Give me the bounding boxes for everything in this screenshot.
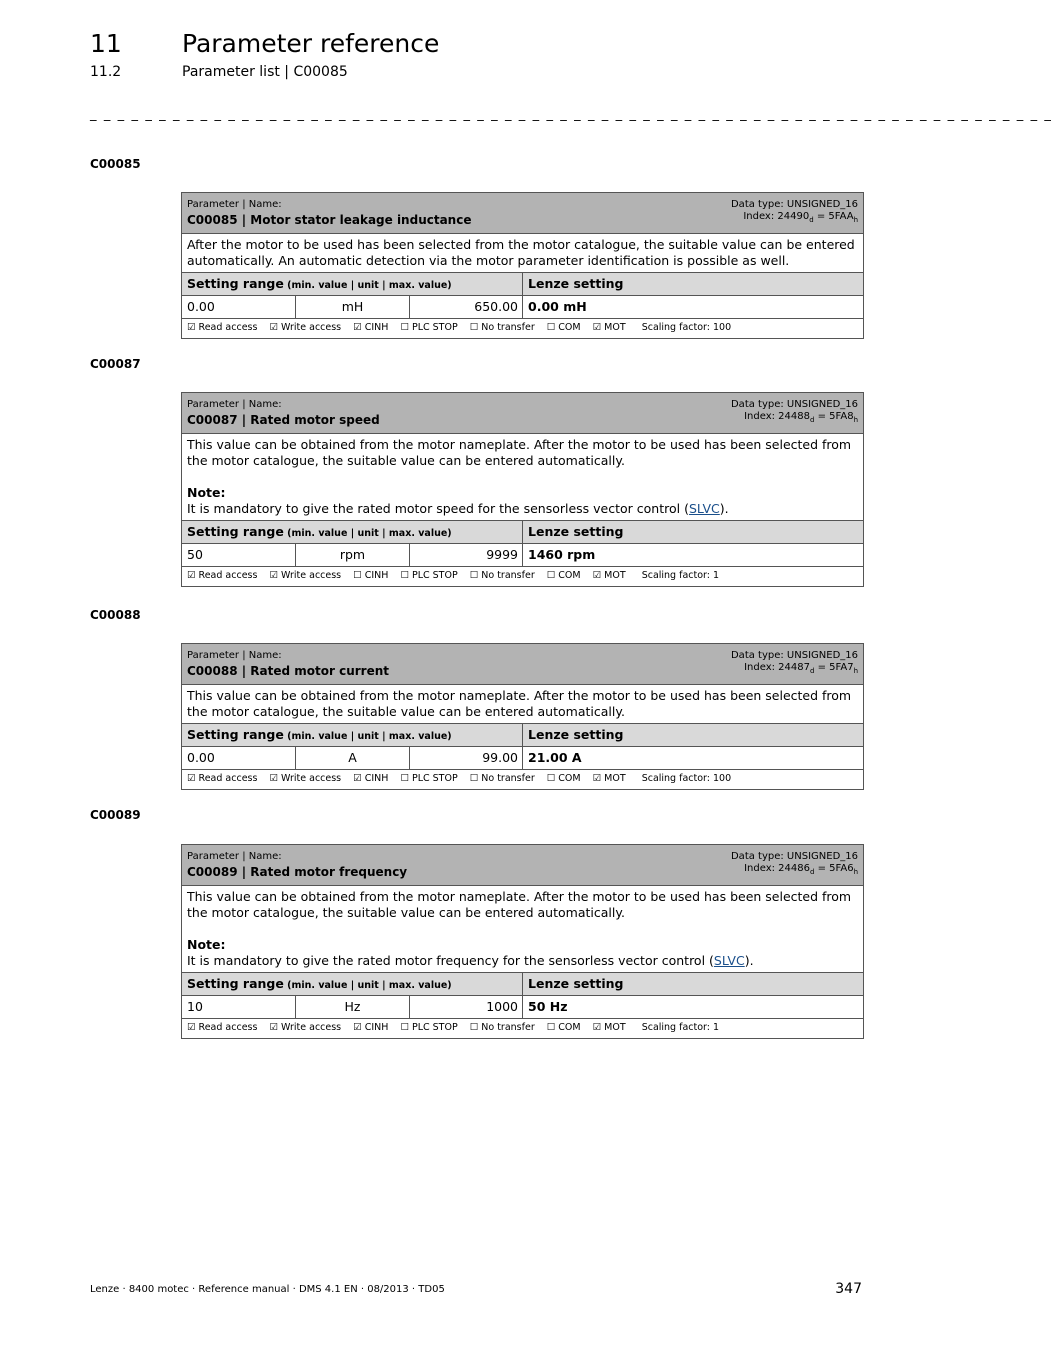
flag-mot: ☑ MOT xyxy=(592,322,626,333)
flag-read-access: ☑ Read access xyxy=(187,570,258,581)
section-title: Parameter list | C00085 xyxy=(182,64,348,80)
description-text: This value can be obtained from the motor nameplate. After the motor to be used has been selected from the motor catalogue, the suitable value can be entered automatically. xyxy=(187,437,852,468)
scaling-factor: Scaling factor: 1 xyxy=(641,1022,720,1033)
flag-read-access: ☑ Read access xyxy=(187,1022,258,1033)
param-description xyxy=(182,685,863,724)
param-heading: C00085 xyxy=(90,157,141,171)
access-flags xyxy=(182,319,863,338)
param-name-label: Parameter | Name: xyxy=(187,650,282,661)
param-description xyxy=(182,886,863,973)
setting-range-label: Setting range (min. value | unit | max. value) xyxy=(182,724,523,746)
param-heading: C00088 xyxy=(90,608,141,622)
unit: Hz xyxy=(296,996,410,1018)
scaling-factor: Scaling factor: 100 xyxy=(641,773,732,784)
page-number: 347 xyxy=(835,1281,862,1297)
unit: mH xyxy=(296,296,410,318)
lenze-value: 50 Hz xyxy=(528,999,568,1014)
setting-range-header xyxy=(182,521,863,544)
param-table-header xyxy=(182,193,863,234)
param-index: Index: $24490_d = 5FAA_h$ xyxy=(743,211,858,224)
description-text: This value can be obtained from the motor nameplate. After the motor to be used has been selected from the motor catalogue, the suitable value can be entered automatically. xyxy=(187,889,852,920)
min-value: 0.00 xyxy=(182,296,296,318)
data-type: Data type: UNSIGNED_16 xyxy=(730,650,858,661)
param-name-label: Parameter | Name: xyxy=(187,199,282,210)
scaling-factor: Scaling factor: 100 xyxy=(641,322,732,333)
param-index: Index: $24487_d = 5FA7_h$ xyxy=(744,662,858,675)
param-table-header xyxy=(182,644,863,685)
description-text: This value can be obtained from the motor nameplate. After the motor to be used has been selected from the motor catalogue, the suitable value can be entered automatically. xyxy=(187,688,852,719)
flag-read-access: ☑ Read access xyxy=(187,322,258,333)
footer-doc-info: Lenze · 8400 motec · Reference manual · DMS 4.1 EN · 08/2013 · TD05 xyxy=(90,1284,445,1295)
setting-range-header xyxy=(182,273,863,296)
flag-write-access: ☑ Write access xyxy=(269,1022,342,1033)
param-name-label: Parameter | Name: xyxy=(187,399,282,410)
flag-plc-stop: ☐ PLC STOP xyxy=(400,1022,458,1033)
max-value: 1000 xyxy=(410,996,523,1018)
max-value: 9999 xyxy=(410,544,523,566)
lenze-setting-label: Lenze setting xyxy=(528,976,624,991)
param-heading: C00087 xyxy=(90,357,141,371)
param-description xyxy=(182,234,863,273)
access-flags xyxy=(182,567,863,586)
setting-values-row xyxy=(182,747,863,770)
flag-plc-stop: ☐ PLC STOP xyxy=(400,570,458,581)
flag-no-transfer: ☐ No transfer xyxy=(469,570,535,581)
scaling-factor: Scaling factor: 1 xyxy=(641,570,720,581)
max-value: 99.00 xyxy=(410,747,523,769)
param-name: C00087 | Rated motor speed xyxy=(187,413,380,427)
flag-no-transfer: ☐ No transfer xyxy=(469,1022,535,1033)
flag-com: ☐ COM xyxy=(546,322,581,333)
flag-mot: ☑ MOT xyxy=(592,570,626,581)
flag-cinh: ☑ CINH xyxy=(353,322,389,333)
note-text: It is mandatory to give the rated motor speed for the sensorless vector control (SLVC). xyxy=(187,500,729,516)
unit: rpm xyxy=(296,544,410,566)
chapter-number: 11 xyxy=(90,29,122,58)
setting-range-label: Setting range (min. value | unit | max. value) xyxy=(182,273,523,295)
setting-values-row xyxy=(182,296,863,319)
lenze-setting-label: Lenze setting xyxy=(528,524,624,539)
note-title: Note: xyxy=(187,937,226,952)
data-type: Data type: UNSIGNED_16 xyxy=(730,199,858,210)
param-table xyxy=(181,844,864,1039)
slvc-link[interactable]: SLVC xyxy=(713,952,745,968)
unit: A xyxy=(296,747,410,769)
lenze-setting-label: Lenze setting xyxy=(528,276,624,291)
description-text: After the motor to be used has been selected from the motor catalogue, the suitable value can be entered automatically. An automatic detection via the motor parameter identification is possible as well. xyxy=(187,237,855,268)
setting-range-header xyxy=(182,973,863,996)
param-table xyxy=(181,643,864,790)
data-type: Data type: UNSIGNED_16 xyxy=(730,851,858,862)
note-title: Note: xyxy=(187,485,226,500)
param-index: Index: $24486_d = 5FA6_h$ xyxy=(744,863,858,876)
flag-write-access: ☑ Write access xyxy=(269,773,342,784)
param-table-header xyxy=(182,845,863,886)
min-value: 0.00 xyxy=(182,747,296,769)
param-name: C00089 | Rated motor frequency xyxy=(187,865,408,879)
flag-mot: ☑ MOT xyxy=(592,1022,626,1033)
param-name-label: Parameter | Name: xyxy=(187,851,282,862)
flag-plc-stop: ☐ PLC STOP xyxy=(400,773,458,784)
flag-cinh: ☑ CINH xyxy=(353,773,389,784)
param-heading: C00089 xyxy=(90,808,141,822)
flag-write-access: ☑ Write access xyxy=(269,570,342,581)
param-index: Index: $24488_d = 5FA8_h$ xyxy=(744,411,858,424)
min-value: 10 xyxy=(182,996,296,1018)
flag-write-access: ☑ Write access xyxy=(269,322,342,333)
flag-cinh: ☐ CINH xyxy=(353,570,389,581)
param-table xyxy=(181,192,864,339)
param-description xyxy=(182,434,863,521)
param-table-header xyxy=(182,393,863,434)
slvc-link[interactable]: SLVC xyxy=(688,500,720,516)
max-value: 650.00 xyxy=(410,296,523,318)
setting-range-header xyxy=(182,724,863,747)
setting-range-label: Setting range (min. value | unit | max. value) xyxy=(182,973,523,995)
param-name: C00085 | Motor stator leakage inductance xyxy=(187,213,472,227)
flag-com: ☐ COM xyxy=(546,1022,581,1033)
param-name: C00088 | Rated motor current xyxy=(187,664,390,678)
flag-cinh: ☑ CINH xyxy=(353,1022,389,1033)
flag-no-transfer: ☐ No transfer xyxy=(469,322,535,333)
flag-read-access: ☑ Read access xyxy=(187,773,258,784)
lenze-setting-label: Lenze setting xyxy=(528,727,624,742)
data-type: Data type: UNSIGNED_16 xyxy=(730,399,858,410)
param-table xyxy=(181,392,864,587)
flag-no-transfer: ☐ No transfer xyxy=(469,773,535,784)
flag-plc-stop: ☐ PLC STOP xyxy=(400,322,458,333)
setting-range-label: Setting range (min. value | unit | max. value) xyxy=(182,521,523,543)
section-number: 11.2 xyxy=(90,64,122,80)
setting-values-row xyxy=(182,996,863,1019)
note-text: It is mandatory to give the rated motor frequency for the sensorless vector control (SLVC). xyxy=(187,952,754,968)
min-value: 50 xyxy=(182,544,296,566)
setting-values-row xyxy=(182,544,863,567)
lenze-value: 21.00 A xyxy=(528,750,582,765)
access-flags xyxy=(182,1019,863,1038)
flag-mot: ☑ MOT xyxy=(592,773,626,784)
lenze-value: 0.00 mH xyxy=(528,299,587,314)
lenze-value: 1460 rpm xyxy=(528,547,596,562)
flag-com: ☐ COM xyxy=(546,570,581,581)
access-flags xyxy=(182,770,863,789)
chapter-title: Parameter reference xyxy=(182,29,440,58)
header-divider: _ _ _ _ _ _ _ _ _ _ _ _ _ _ _ _ _ _ _ _ _ _ _ _ _ _ _ _ _ _ _ _ _ _ _ _ _ _ _ _ _ _ _ _ _ _ _ _ _ _ _ _ _ _ _ _ _ _ _ _ _ _ _ _ _ _ _ _ _ _ xyxy=(90,107,1053,122)
flag-com: ☐ COM xyxy=(546,773,581,784)
